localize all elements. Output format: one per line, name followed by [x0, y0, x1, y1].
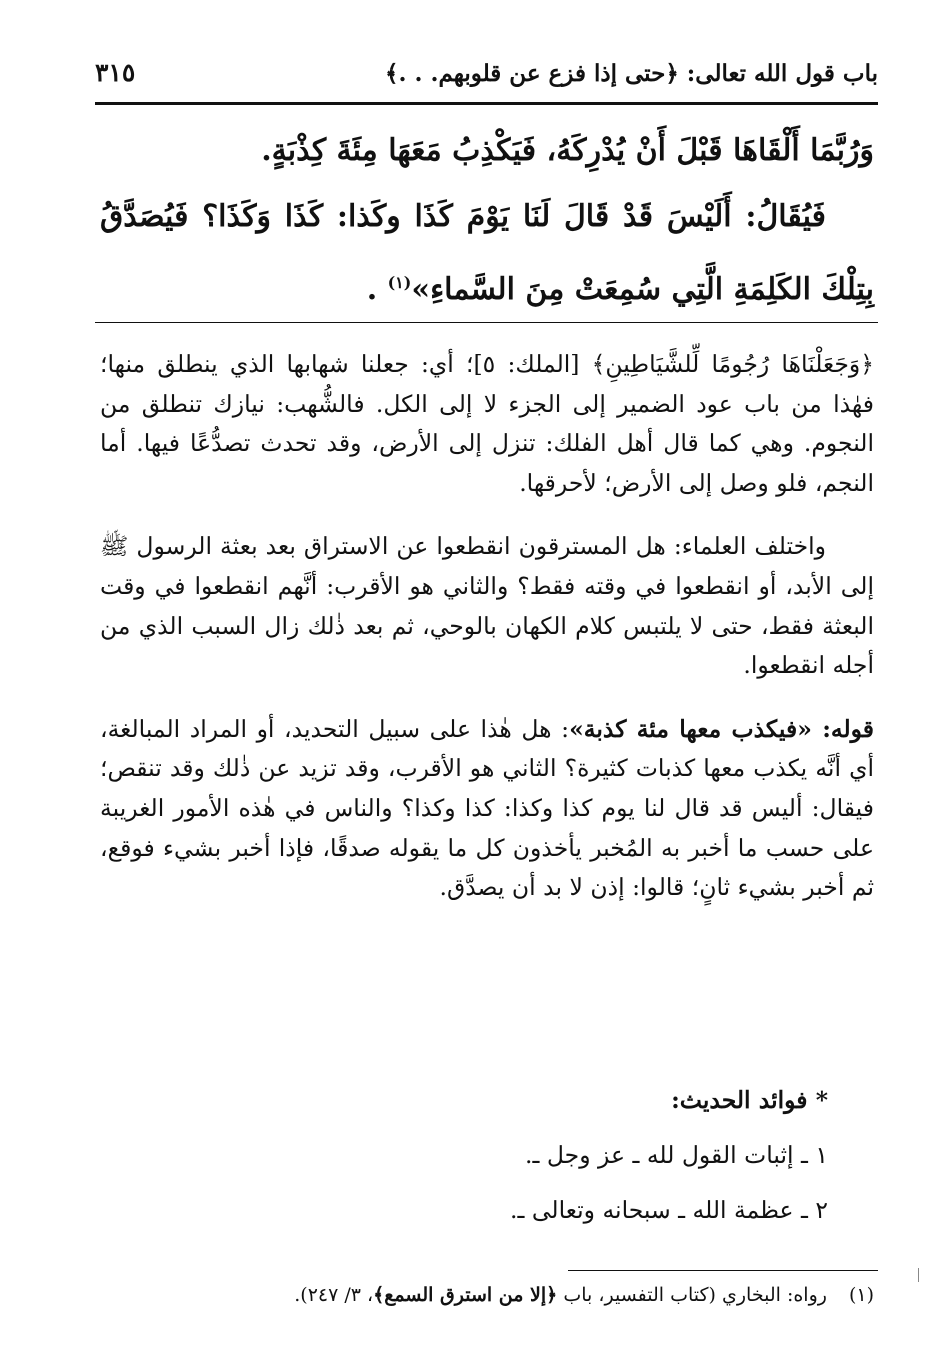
quote-label: قوله: «فيكذب معها مئة كذبة»: [569, 714, 874, 743]
section-divider: [95, 322, 878, 323]
commentary-paragraph: [100, 710, 874, 908]
footnote-number: (١): [848, 1284, 874, 1306]
commentary-text: : هل هٰذا على سبيل التحديد، أو المراد المبالغة، أي أنَّه يكذب معها كذبات كثيرة؟ الثاني هو الأقرب، وقد تزيد عن ذٰلك وقد تنقص؛ فيقال: أليس قد قال لنا يوم كذا وكذا: كذا وكذا؟ والناس في هٰذه الأمور الغريبة على حسب ما أخبر به المُخبر يأخذون كل ما يقوله صدقًا، فإذا أخبر بشيء فوقع، ثم أخبر بشيء ثانٍ؛ قالوا: إذن لا بد أن يصدَّق.: [100, 714, 874, 902]
benefit-item: ١ ـ إثبات القول لله ـ عز وجل ـ.: [525, 1141, 828, 1169]
footnote: [100, 1280, 874, 1310]
commentary-paragraph: ﴿وَجَعَلْنَاهَا رُجُومًا لِّلشَّيَاطِينِ﴾ [الملك: ٥]؛ أي: جعلنا شهابها الذي ينطلق منها؛ فهٰذا من باب عود الضمير إلى الجزء لا إلى الكل. فالشُّهب: نيازك تنطلق من النجوم. وهي كما قال أهل الفلك: تنزل إلى الأرض، وقد تحدث تصدُّعًا فيها. أما النجم، فلو وصل إلى الأرض؛ لأحرقها.: [100, 350, 874, 497]
scan-mark: [918, 1268, 919, 1282]
hadith-line: وَرُبَّمَا أَلْقَاهَا قَبْلَ أَنْ يُدْرِكَهُ، فَيَكْذِبُ مَعَهَا مِئَةَ كِذْبَةٍ.: [261, 133, 874, 168]
hadith-line: فَيُقَالُ: أَلَيْسَ قَدْ قَالَ لَنَا يَوْمَ كَذَا وكَذا: كَذَا وَكَذَا؟ فَيُصَدَّقُ بِتِلْكَ الكَلِمَةِ الَّتِي سُمِعَتْ مِنَ السَّماءِ»: [100, 199, 874, 307]
footnote-chapter: ﴿إلا من استرق السمع﴾: [373, 1284, 558, 1306]
footnote-text: رواه: البخاري (كتاب التفسير، باب: [557, 1284, 827, 1306]
chapter-title: باب قول الله تعالى: ﴿حتى إذا فزع عن قلوبهم. . .﴾: [384, 60, 878, 87]
commentary-paragraph: واختلف العلماء: هل المسترقون انقطعوا عن الاستراق بعد بعثة الرسول ﷺ إلى الأبد، أو انقطعوا في وقته فقط؟ والثاني هو الأقرب: أنَّهم انقطعوا في وقت البعثة فقط، حتى لا يلتبس كلام الكهان بالوحي، ثم بعد ذٰلك زال السبب الذي من أجله انقطعوا.: [100, 532, 874, 680]
hadith-end: .: [366, 272, 388, 307]
hadith-paragraph: [100, 184, 874, 323]
hadith-benefits: [510, 1073, 828, 1238]
footnote-marker: (١): [387, 273, 412, 292]
footnote-rule: [568, 1270, 878, 1271]
benefit-item: ٢ ـ عظمة الله ـ سبحانه وتعالى ـ.: [510, 1196, 828, 1224]
footnote-ref: ، ٣/ ٢٤٧).: [294, 1284, 374, 1306]
hadith-text: [100, 118, 874, 323]
benefits-heading: * فوائد الحديث:: [671, 1086, 828, 1114]
page-number: ٣١٥: [95, 58, 136, 87]
commentary: [100, 345, 874, 932]
running-header: [95, 52, 878, 98]
header-rule: [95, 102, 878, 105]
